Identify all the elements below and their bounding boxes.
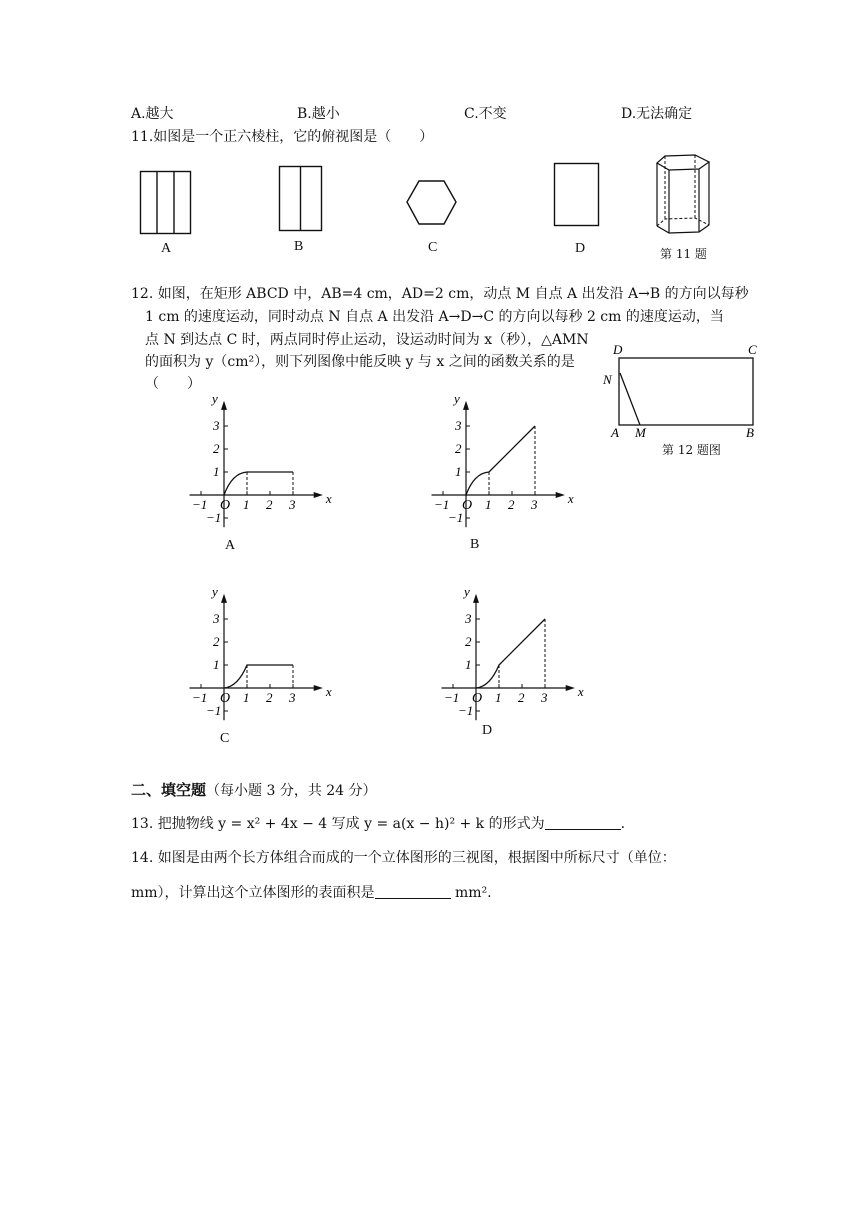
- x-tick-label: 2: [508, 497, 515, 512]
- x-axis-label: x: [325, 684, 332, 699]
- y-tick-label: −1: [206, 510, 222, 525]
- q12-line-3: 点 N 到达点 C 时，两点同时停止运动，设运动时间为 x（秒），△AMN: [145, 332, 589, 348]
- y-tick-label: −1: [458, 703, 474, 718]
- function-curve: [224, 472, 293, 495]
- x-tick-label: 3: [289, 497, 296, 512]
- y-axis-label: y: [212, 584, 218, 599]
- x-axis-arrow: [556, 492, 565, 498]
- q10-option-c: C.不变: [464, 106, 507, 122]
- x-tick-label: 3: [541, 690, 548, 705]
- x-tick-label: −1: [192, 690, 208, 705]
- x-tick-label: 1: [243, 497, 250, 512]
- q14-answer-blank[interactable]: [375, 884, 451, 899]
- y-axis-label: y: [454, 391, 460, 406]
- y-tick-label: 3: [213, 611, 220, 626]
- vertex-c-label: C: [748, 342, 757, 357]
- q13-end: .: [620, 816, 626, 832]
- rectangle-abcd-figure: [600, 342, 770, 442]
- section-2-heading: [131, 779, 377, 800]
- q10-option-b: B.越小: [297, 106, 340, 122]
- q11-caption: 第 11 题: [660, 247, 707, 261]
- vertex-b-label: B: [746, 425, 754, 440]
- q12-graph-label-c: C: [220, 731, 230, 746]
- x-axis-label: x: [567, 491, 574, 506]
- q12-line-1: 12. 如图，在矩形 ABCD 中，AB=4 cm，AD=2 cm，动点 M 自点 A 出发沿 A→B 的方向以每秒: [131, 286, 749, 302]
- q11-option-c-figure: [406, 180, 458, 226]
- origin-label: O: [462, 498, 473, 513]
- x-tick-label: 2: [266, 497, 273, 512]
- function-curve: [466, 426, 535, 495]
- q11-label-c: C: [428, 240, 438, 255]
- y-axis-arrow: [463, 401, 469, 410]
- y-axis-arrow: [473, 594, 479, 603]
- q12-line-4: 的面积为 y（cm²），则下列图像中能反映 y 与 x 之间的函数关系的是: [145, 354, 575, 370]
- x-tick-label: 1: [485, 497, 492, 512]
- graph-d: [438, 584, 584, 718]
- q12-line-5: （ ）: [145, 376, 201, 392]
- y-tick-label: 1: [213, 464, 220, 479]
- y-tick-label: 3: [455, 418, 462, 433]
- q11-label-d: D: [575, 241, 586, 256]
- q11-option-b-figure: [279, 166, 323, 232]
- q10-option-a: A.越大: [131, 106, 174, 122]
- y-tick-label: 3: [213, 418, 220, 433]
- q11-label-b: B: [294, 239, 304, 254]
- origin-label: O: [220, 498, 231, 513]
- q12-graph-label-d: D: [482, 723, 493, 738]
- q13-answer-blank[interactable]: [545, 815, 621, 830]
- x-tick-label: 2: [266, 690, 273, 705]
- y-tick-label: 3: [465, 611, 472, 626]
- x-tick-label: 1: [243, 690, 250, 705]
- graph-b: [428, 391, 574, 525]
- section-2-title: 二、填空题: [131, 781, 207, 799]
- x-tick-label: −1: [444, 690, 460, 705]
- x-tick-label: 3: [531, 497, 538, 512]
- q14-line-1: 14. 如图是由两个长方体组合而成的一个立体图形的三视图，根据图中所标尺寸（单位：: [131, 850, 676, 866]
- y-axis-label: y: [212, 391, 218, 406]
- y-tick-label: 1: [213, 657, 220, 672]
- graph-c: [186, 584, 332, 718]
- section-2-note: （每小题 3 分，共 24 分）: [206, 783, 377, 799]
- q12-figure-caption: 第 12 题图: [662, 443, 721, 457]
- q14-text: mm），计算出这个立体图形的表面积是: [131, 885, 375, 901]
- q11-question: 11.如图是一个正六棱柱，它的俯视图是（ ）: [131, 129, 434, 145]
- y-tick-label: 2: [465, 634, 472, 649]
- y-tick-label: −1: [448, 510, 464, 525]
- x-tick-label: −1: [434, 497, 450, 512]
- q14-line-2: [131, 882, 492, 904]
- q13-text: 13. 把抛物线 y = x² + 4x − 4 写成 y = a(x − h)² + k 的形式为: [131, 816, 545, 832]
- q12-graph-label-b: B: [470, 537, 480, 552]
- y-axis-arrow: [221, 594, 227, 603]
- x-tick-label: 1: [495, 690, 502, 705]
- q11-label-a: A: [161, 241, 172, 256]
- x-tick-label: −1: [192, 497, 208, 512]
- x-axis-arrow: [314, 492, 323, 498]
- function-curve: [476, 619, 545, 688]
- x-axis-label: x: [577, 684, 584, 699]
- q11-option-d-figure: [554, 163, 600, 227]
- hexagonal-prism-figure: [655, 154, 713, 236]
- y-tick-label: 1: [465, 657, 472, 672]
- function-curve: [224, 665, 293, 688]
- q14-unit: mm².: [450, 885, 492, 901]
- y-tick-label: −1: [206, 703, 222, 718]
- y-tick-label: 2: [213, 634, 220, 649]
- q12-graph-label-a: A: [225, 538, 236, 553]
- vertex-d-label: D: [613, 342, 623, 357]
- y-axis-arrow: [221, 401, 227, 410]
- q11-option-a-figure: [140, 171, 192, 235]
- vertex-n-label: N: [603, 372, 612, 387]
- origin-label: O: [472, 691, 483, 706]
- vertex-a-label: A: [611, 425, 619, 440]
- x-axis-label: x: [325, 491, 332, 506]
- y-tick-label: 2: [213, 441, 220, 456]
- x-axis-arrow: [314, 685, 323, 691]
- x-axis-arrow: [566, 685, 575, 691]
- q10-option-d: D.无法确定: [621, 106, 693, 122]
- q12-line-2: 1 cm 的速度运动，同时动点 N 自点 A 出发沿 A→D→C 的方向以每秒 2 cm 的速度运动，当: [145, 309, 724, 325]
- vertex-m-label: M: [635, 425, 646, 440]
- x-tick-label: 2: [518, 690, 525, 705]
- q13-question: [131, 813, 625, 835]
- y-tick-label: 2: [455, 441, 462, 456]
- x-tick-label: 3: [289, 690, 296, 705]
- graph-a: [186, 391, 332, 525]
- origin-label: O: [220, 691, 231, 706]
- y-axis-label: y: [464, 584, 470, 599]
- y-tick-label: 1: [455, 464, 462, 479]
